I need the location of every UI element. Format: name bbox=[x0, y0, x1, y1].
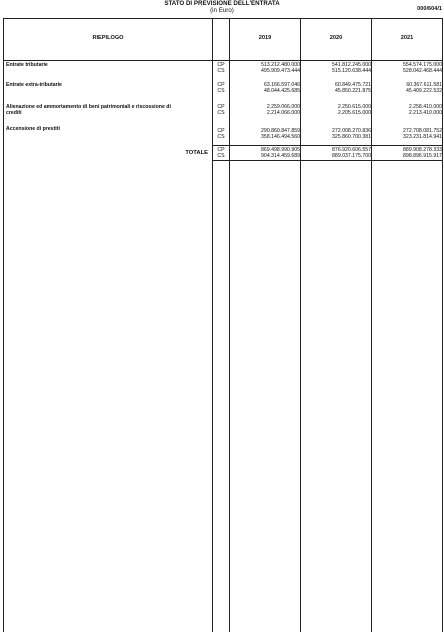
total-type-cp: CP bbox=[217, 147, 225, 153]
row-label: Entrate extra-tributarie bbox=[6, 82, 62, 88]
cs-value-2019: 495.909.473.444 bbox=[261, 68, 300, 74]
total-top-border bbox=[212, 145, 442, 146]
table-header-bottom-border bbox=[3, 60, 443, 61]
row-type-cp: CP bbox=[217, 82, 225, 88]
cs-value-2021: 2.213.410.000 bbox=[408, 110, 442, 116]
cp-value-2021: 60.367.611.581 bbox=[406, 82, 442, 88]
total-bottom-border bbox=[212, 160, 442, 161]
total-cs-2019: 904.314.459.689 bbox=[261, 153, 300, 159]
row-type-cs: CS bbox=[217, 134, 225, 140]
cp-value-2021: 554.574.175.000 bbox=[403, 62, 442, 68]
total-label: TOTALE bbox=[185, 150, 208, 156]
cp-value-2019: 290.860.847.859 bbox=[261, 128, 300, 134]
column-header-riepilogo: RIEPILOGO bbox=[92, 35, 124, 41]
row-label: Entrate tributarie bbox=[6, 62, 48, 68]
table-right-border bbox=[442, 18, 443, 632]
row-label: Accensione di prestiti bbox=[6, 126, 60, 132]
row-type-cs: CS bbox=[217, 88, 225, 94]
cp-value-2021: 272.708.081.752 bbox=[403, 128, 442, 134]
cp-value-2020: 541.812.245.000 bbox=[332, 62, 371, 68]
cp-value-2021: 2.258.410.000 bbox=[408, 104, 442, 110]
cs-value-2020: 45.850.221.875 bbox=[334, 88, 371, 94]
column-header-2021: 2021 bbox=[400, 35, 414, 41]
page-title: STATO DI PREVISIONE DELL'ENTRATA bbox=[164, 0, 280, 7]
cp-value-2020: 272.008.270.836 bbox=[332, 128, 371, 134]
total-cp-2019: 869.498.990.905 bbox=[261, 147, 300, 153]
cs-value-2021: 528.042.468.444 bbox=[403, 68, 442, 74]
total-type-cs: CS bbox=[217, 153, 225, 159]
cs-value-2020: 325.860.700.381 bbox=[332, 134, 371, 140]
row-type-cs: CS bbox=[217, 68, 225, 74]
row-label-continuation: crediti bbox=[6, 110, 22, 116]
column-header-2019: 2019 bbox=[258, 35, 272, 41]
cs-value-2021: 323.231.814.941 bbox=[403, 134, 442, 140]
cs-value-2019: 48.044.425.685 bbox=[263, 88, 300, 94]
column-header-2020: 2020 bbox=[329, 35, 343, 41]
cp-value-2020: 60.849.475.721 bbox=[334, 82, 371, 88]
cs-value-2019: 358.146.494.560 bbox=[261, 134, 300, 140]
cp-value-2019: 2.259.066.000 bbox=[266, 104, 300, 110]
table-top-border bbox=[3, 18, 443, 19]
total-cp-2020: 876.920.606.557 bbox=[332, 147, 371, 153]
document-code: 000/604/1 bbox=[417, 6, 442, 12]
row-type-cs: CS bbox=[217, 110, 225, 116]
total-cs-2020: 889.037.175.700 bbox=[332, 153, 371, 159]
row-type-cp: CP bbox=[217, 128, 225, 134]
total-cp-2021: 889.908.278.333 bbox=[403, 147, 442, 153]
row-label: Alienazione ed ammortamento di beni patrimoniali e riscossione di bbox=[6, 104, 171, 110]
row-type-cp: CP bbox=[217, 62, 225, 68]
cp-value-2019: 63.166.597.046 bbox=[263, 82, 300, 88]
row-type-cp: CP bbox=[217, 104, 225, 110]
cp-value-2019: 513.212.480.000 bbox=[261, 62, 300, 68]
cs-value-2021: 45.409.222.532 bbox=[405, 88, 442, 94]
page-subtitle: (in Euro) bbox=[210, 7, 234, 14]
table-left-border bbox=[3, 18, 4, 632]
cs-value-2020: 2.205.615.000 bbox=[337, 110, 371, 116]
cs-value-2019: 2.214.066.000 bbox=[266, 110, 300, 116]
cp-value-2020: 2.250.615.000 bbox=[337, 104, 371, 110]
total-cs-2021: 898.896.915.917 bbox=[403, 153, 442, 159]
cs-value-2020: 515.120.638.444 bbox=[332, 68, 371, 74]
